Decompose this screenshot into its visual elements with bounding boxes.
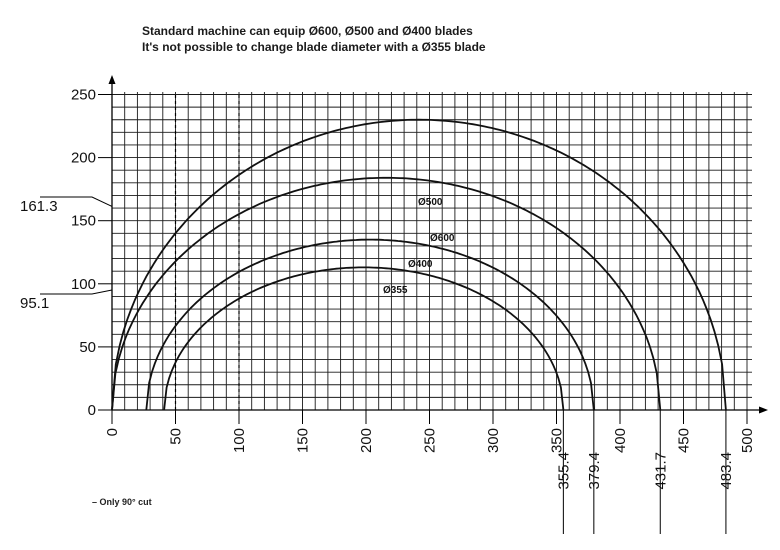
x-tick-label: 450: [675, 428, 693, 454]
x-annotation-label: 483.4: [717, 452, 735, 490]
y-tick-label: 100: [70, 275, 96, 293]
x-tick-label: 100: [231, 428, 248, 454]
x-tick-label: 400: [612, 428, 629, 454]
x-tick-label: 50: [167, 428, 185, 445]
legend: [92, 497, 152, 507]
x-tick-label: 200: [358, 428, 375, 454]
y-tick-label: 0: [87, 402, 96, 419]
series-label: Ø400: [408, 259, 433, 270]
note-line-2: It's not possible to change blade diameter with a Ø355 blade: [142, 40, 486, 54]
x-tick-label: 0: [104, 428, 121, 437]
y-axis-arrow: [109, 75, 116, 84]
y-tick-label: 50: [79, 338, 96, 356]
x-tick-label: 150: [294, 428, 312, 454]
y-annotation-label: 161.3: [20, 198, 58, 215]
y-tick-label: 150: [70, 212, 96, 230]
x-tick-label: 250: [421, 428, 439, 454]
x-annotation-label: 431.7: [652, 452, 670, 490]
x-tick-label: 300: [485, 428, 502, 454]
series-label: Ø600: [430, 233, 455, 244]
y-tick-label: 200: [70, 149, 96, 167]
y-tick-label: 250: [70, 86, 96, 104]
x-axis-arrow: [759, 407, 768, 414]
y-annotation-label: 95.1: [20, 295, 50, 312]
legend-text: Only 90° cut: [99, 497, 152, 507]
series-line: [164, 267, 563, 410]
x-tick-label: 350: [548, 428, 566, 454]
legend-dash: –: [92, 497, 98, 507]
x-tick-label: 500: [739, 428, 756, 454]
x-annotation-label: 355.4: [555, 452, 573, 490]
series-label: Ø355: [383, 285, 408, 296]
x-annotation-label: 379.4: [585, 452, 603, 490]
series-label: Ø500: [418, 197, 443, 208]
note-line-1: Standard machine can equip Ø600, Ø500 and Ø400 blades: [142, 24, 473, 38]
